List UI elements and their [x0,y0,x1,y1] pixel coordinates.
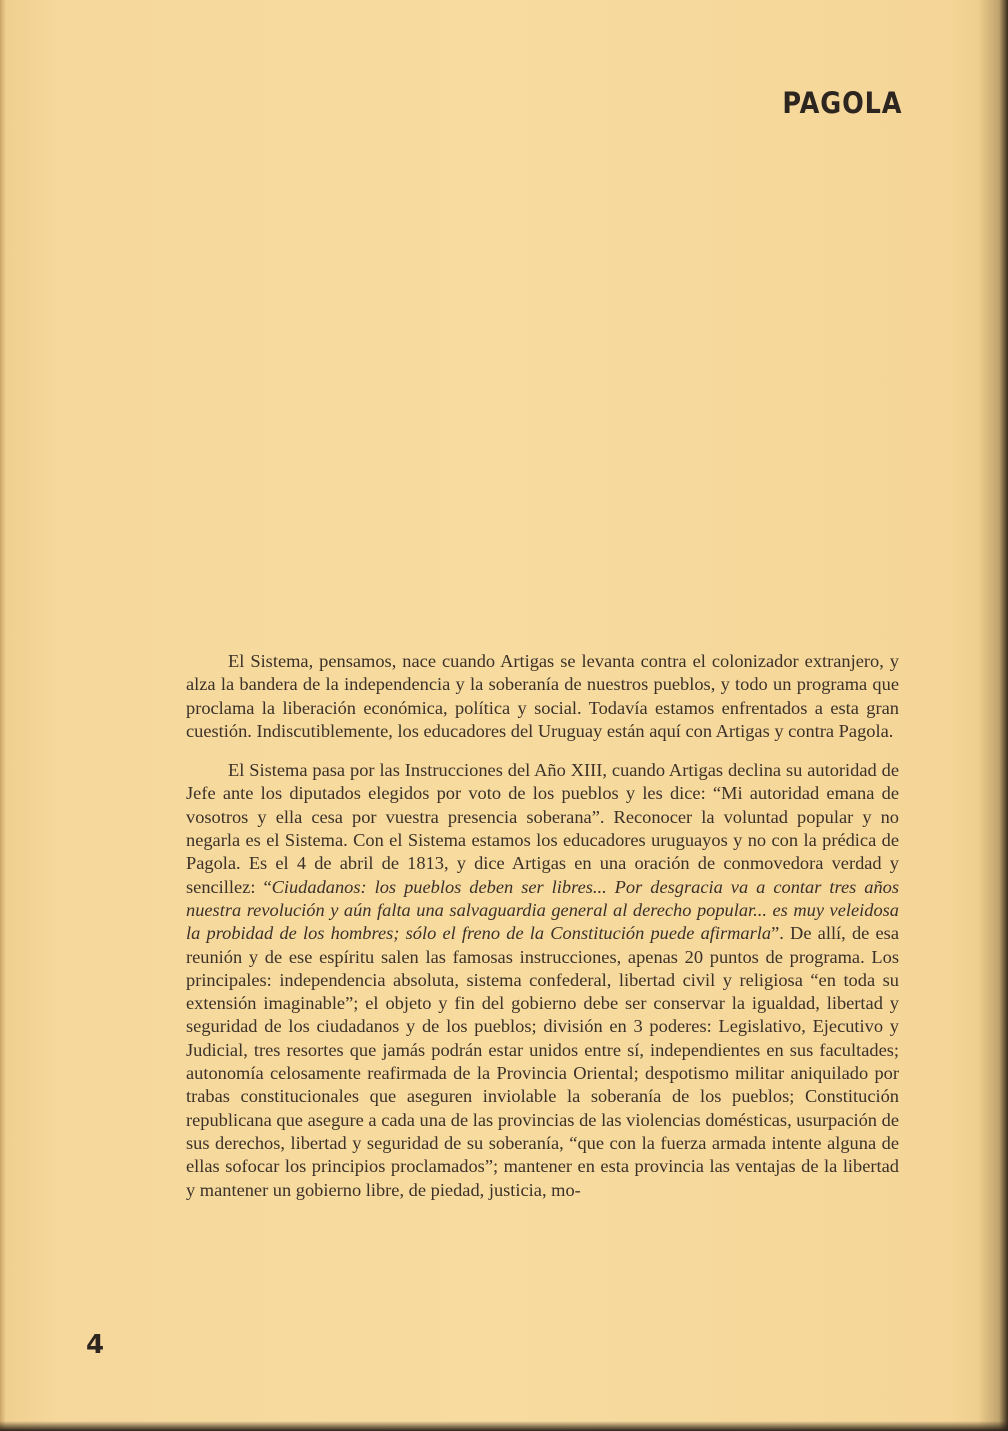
paragraph-2 [186,759,899,1202]
paragraph-1 [186,650,899,743]
paragraph-2-text-end: ”. De allí, de esa reunión y de ese espíritu salen las famosas instrucciones, apenas 20 puntos de programa. Los principales: independencia absoluta, sistema confederal, libertad civil y religiosa “en toda su extensión imaginable”; el objeto y fin del gobierno debe ser conservar la igualdad, libertad y seguridad de los ciudadanos y de los pueblos; división en 3 poderes: Legislativo, Ejecutivo y Judicial, tres resortes que jamás podrán estar unidos entre sí, independientes en sus facultades; autonomía celosamente reafirmada de la Provincia Oriental; despotismo militar aniquilado por trabas constitucionales que aseguren inviolable la soberanía de los pueblos; Constitución republicana que asegure a cada una de las provincias de las violencias domésticas, usurpación de sus derechos, libertad y seguridad de su soberanía, “que con la fuerza armada intente alguna de ellas sofocar los principios proclamados”; mantener en esta provincia las ventajas de la libertad y mantener un gobierno libre, de piedad, justicia, mo- [186,923,899,1200]
body-text [186,650,899,1202]
page-number: 4 [86,1330,105,1360]
running-head: PAGOLA [781,86,902,120]
paragraph-2-text-start: El Sistema pasa por las Instrucciones del Año XIII, cuando Artigas declina su autoridad de Jefe ante los diputados elegidos por voto de los pueblos y les dice: “Mi autoridad emana de vosotros y ella cesa por vuestra presencia soberana”. Reconocer la voluntad popular y no negarla es el Sistema. Con el Sistema estamos los educadores uruguayos y no con la prédica de Pagola. Es el 4 de abril de 1813, y dice Artigas en una oración de conmovedora verdad y sencillez: “ [186,760,899,897]
artigas-quote: Ciudadanos: los pueblos deben ser libres... Por desgracia va a contar tres años nuestra revolución y aún falta una salvaguardia general al derecho popular... es muy veleidosa la probidad de los hombres; sólo el freno de la Constitución puede afirmarla [186,876,899,944]
page-bottom-edge [0,1421,1008,1431]
page-binding-shadow [978,0,1008,1431]
page-left-edge [0,0,6,1431]
paragraph-1-text: El Sistema, pensamos, nace cuando Artigas se levanta contra el colonizador extranjero, y alza la bandera de la independencia y la soberanía de nuestros pueblos, y todo un programa que proclama la liberación económica, política y social. Todavía estamos enfrentados a esta gran cuestión. Indiscutiblemente, los educadores del Uruguay están aquí con Artigas y contra Pagola. [186,651,899,741]
